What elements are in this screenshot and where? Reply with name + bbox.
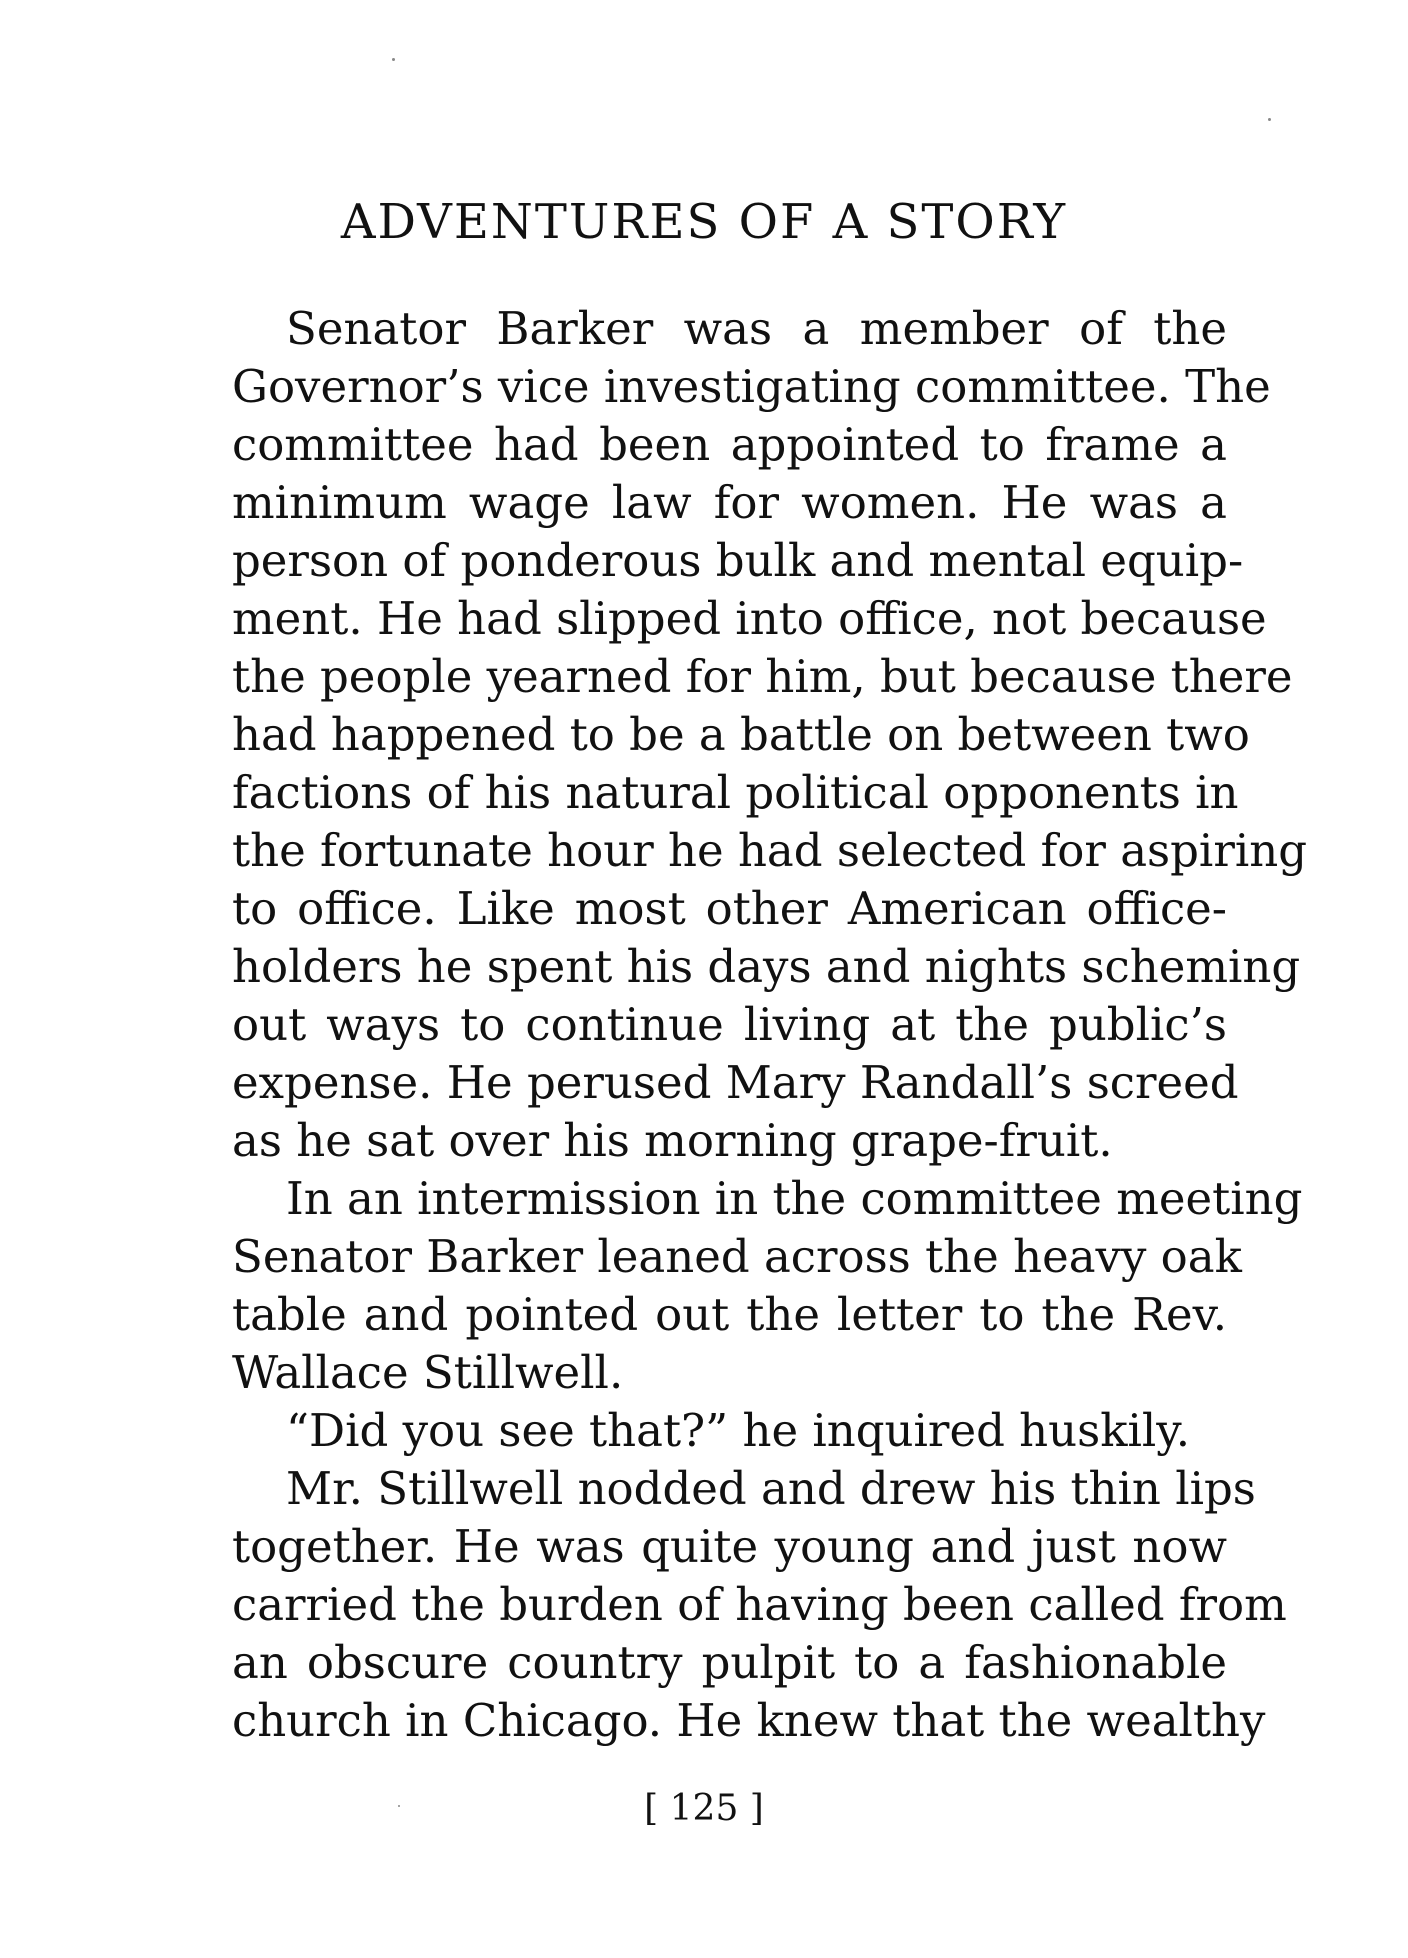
text-line: had happened to be a battle on between two [232, 708, 1250, 761]
text-line: ment. He had slipped into office, not because [232, 592, 1267, 645]
text-line: church in Chicago. He knew that the wealthy [232, 1694, 1266, 1747]
text-line: to office. Like most other American office- [232, 882, 1227, 935]
scan-speck [392, 58, 395, 61]
text-line: out ways to continue living at the public’s [232, 998, 1227, 1051]
running-head: ADVENTURES OF A STORY [340, 194, 1068, 250]
text-line: Senator Barker leaned across the heavy oak [232, 1230, 1242, 1283]
page-number: [ 125 ] [644, 1788, 764, 1829]
text-line: person of ponderous bulk and mental equip- [232, 534, 1244, 587]
text-line: an obscure country pulpit to a fashionable [232, 1636, 1227, 1689]
text-line: expense. He perused Mary Randall’s screed [232, 1056, 1239, 1109]
text-line: the people yearned for him, but because there [232, 650, 1293, 703]
text-line: carried the burden of having been called from [232, 1578, 1287, 1631]
text-line: minimum wage law for women. He was a [232, 476, 1227, 529]
text-line: “Did you see that?” he inquired huskily. [286, 1404, 1191, 1457]
text-line: holders he spent his days and nights scheming [232, 940, 1301, 993]
scan-speck [398, 1805, 400, 1807]
text-line: Governor’s vice investigating committee. The [232, 360, 1271, 413]
text-line: Senator Barker was a member of the [286, 302, 1227, 355]
text-line: committee had been appointed to frame a [232, 418, 1227, 471]
text-line: the fortunate hour he had selected for aspiring [232, 824, 1308, 877]
body-text [232, 300, 1308, 1750]
text-line: table and pointed out the letter to the Rev. [232, 1288, 1227, 1341]
text-line: as he sat over his morning grape-fruit. [232, 1114, 1113, 1167]
text-line: factions of his natural political opponents in [232, 766, 1239, 819]
text-line: Mr. Stillwell nodded and drew his thin lips [286, 1462, 1256, 1515]
text-line: In an intermission in the committee meeting [286, 1172, 1303, 1225]
scan-speck [1268, 118, 1271, 121]
text-line: Wallace Stillwell. [232, 1346, 624, 1399]
text-line: together. He was quite young and just now [232, 1520, 1227, 1573]
